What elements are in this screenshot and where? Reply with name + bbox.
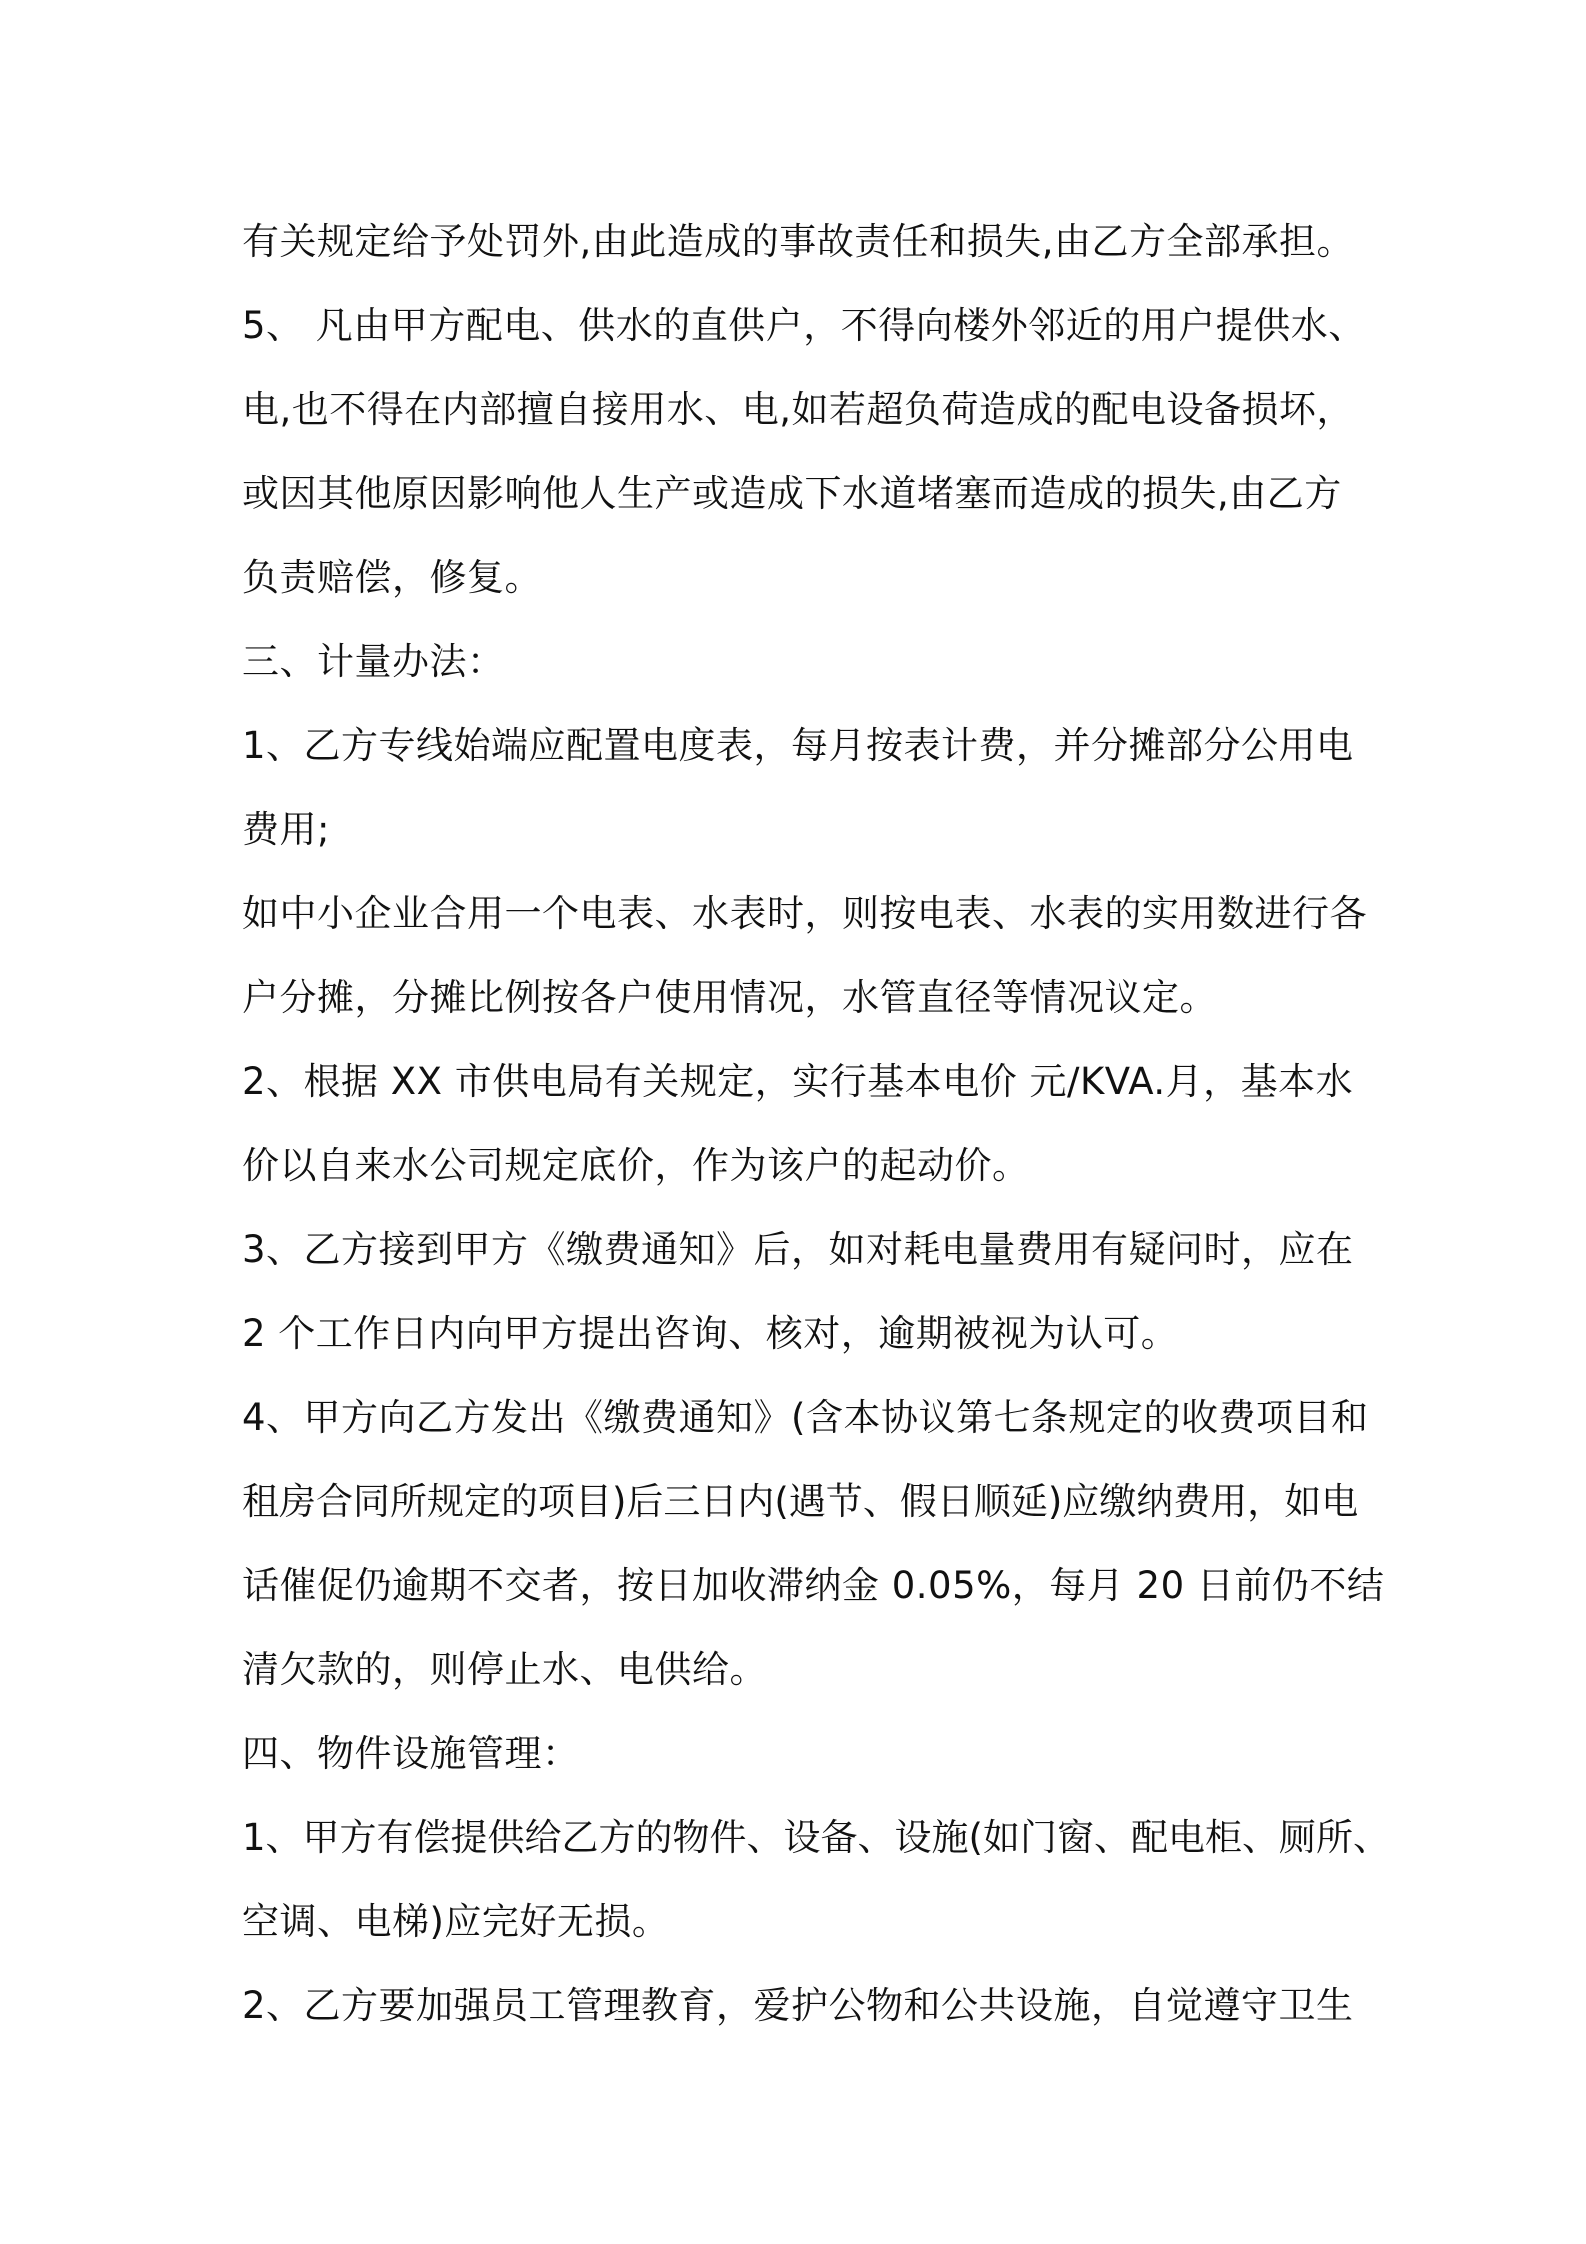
text-line: 空调、电梯)应完好无损。 — [242, 1900, 670, 1943]
text-line: 4、甲方向乙方发出《缴费通知》(含本协议第七条规定的收费项目和 — [242, 1396, 1369, 1439]
text-line: 1、乙方专线始端应配置电度表，每月按表计费，并分摊部分公用电 — [242, 724, 1354, 767]
text-line: 2、乙方要加强员工管理教育，爱护公物和公共设施，自觉遵守卫生 — [242, 1984, 1354, 2027]
section-heading: 三、计量办法： — [242, 640, 505, 683]
text-line: 2、根据 XX 市供电局有关规定，实行基本电价 元/KVA.月，基本水 — [242, 1060, 1354, 1103]
text-line: 户分摊，分摊比例按各户使用情况，水管直径等情况议定。 — [242, 976, 1217, 1019]
text-line: 清欠款的，则停止水、电供给。 — [242, 1648, 767, 1691]
text-line: 话催促仍逾期不交者，按日加收滞纳金 0.05%，每月 20 日前仍不结 — [242, 1564, 1385, 1607]
text-line: 电,也不得在内部擅自接用水、电,如若超负荷造成的配电设备损坏， — [242, 388, 1355, 431]
text-line: 如中小企业合用一个电表、水表时，则按电表、水表的实用数进行各 — [242, 892, 1367, 935]
text-line: 有关规定给予处罚外,由此造成的事故责任和损失,由乙方全部承担。 — [242, 220, 1355, 263]
section-heading: 四、物件设施管理： — [242, 1732, 580, 1775]
text-line: 或因其他原因影响他人生产或造成下水道堵塞而造成的损失,由乙方 — [242, 472, 1342, 515]
text-line: 2 个工作日内向甲方提出咨询、核对，逾期被视为认可。 — [242, 1312, 1179, 1355]
text-line: 费用; — [242, 808, 330, 851]
text-line: 5、 凡由甲方配电、供水的直供户，不得向楼外邻近的用户提供水、 — [242, 304, 1366, 347]
text-line: 价以自来水公司规定底价，作为该户的起动价。 — [242, 1144, 1030, 1187]
text-line: 租房合同所规定的项目)后三日内(遇节、假日顺延)应缴纳费用，如电 — [242, 1480, 1359, 1523]
text-line: 3、乙方接到甲方《缴费通知》后，如对耗电量费用有疑问时，应在 — [242, 1228, 1354, 1271]
text-line: 负责赔偿，修复。 — [242, 556, 542, 599]
text-line: 1、甲方有偿提供给乙方的物件、设备、设施(如门窗、配电柜、厕所、 — [242, 1816, 1390, 1859]
document-body — [242, 200, 1390, 2048]
